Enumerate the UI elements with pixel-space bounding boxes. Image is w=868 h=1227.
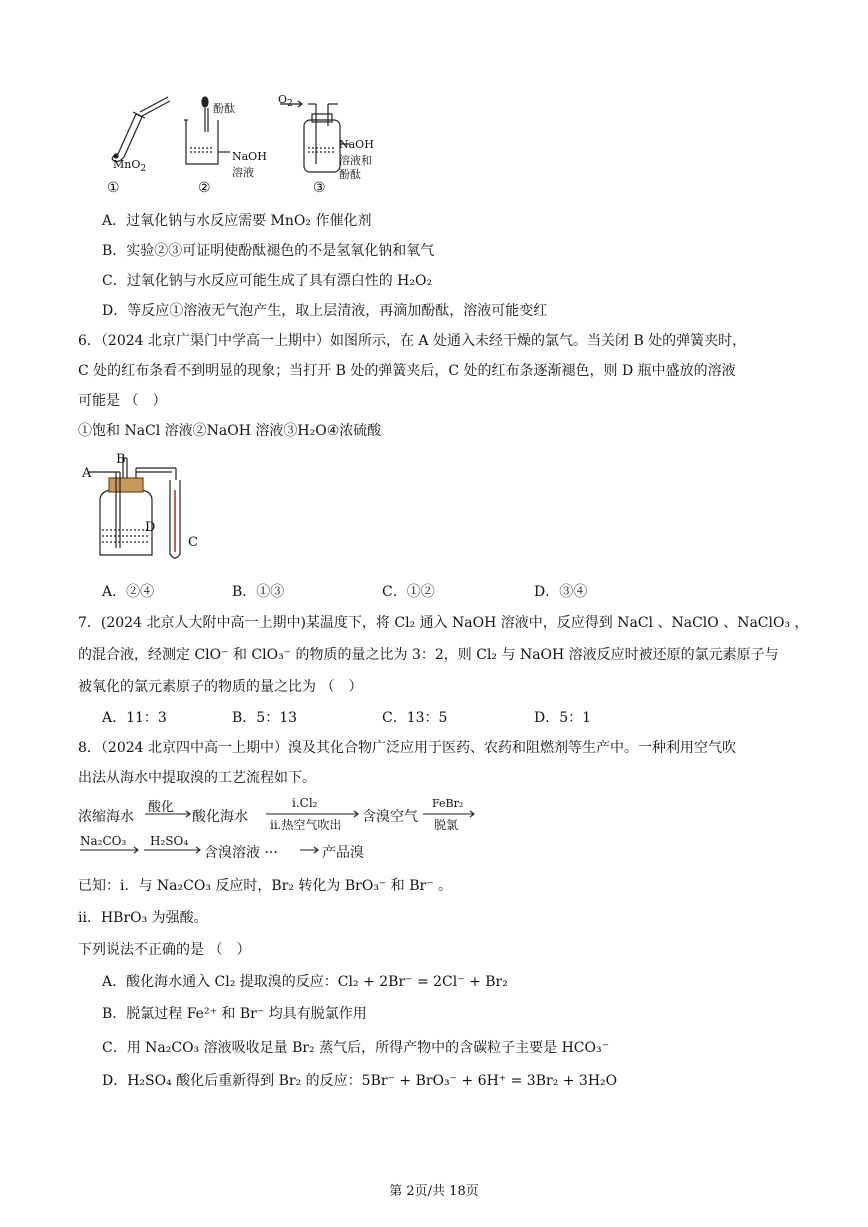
fig-number-1: ① xyxy=(107,180,120,196)
test-tube-1 xyxy=(112,97,170,161)
fig-number-2: ② xyxy=(198,180,211,196)
flow-acidify-label: 酸化 xyxy=(148,800,175,815)
q6-option-b: B．①③ xyxy=(232,584,285,600)
q8-option-b: B．脱氯过程 Fe²⁺ 和 Br⁻ 均具有脱氯作用 xyxy=(102,1006,367,1022)
fig-number-3: ③ xyxy=(313,180,326,196)
q6-line-2: C 处的红布条看不到明显的现象；当打开 B 处的弹簧夹后，C 处的红布条逐渐褪色，则 D 瓶中盛放的溶液 xyxy=(78,363,736,379)
q7-option-b: B．5：13 xyxy=(232,710,298,726)
q8-option-d: D．H₂SO₄ 酸化后重新得到 Br₂ 的反应：5Br⁻ + BrO₃⁻ + 6H⁺ = 3Br₂ + 3H₂O xyxy=(102,1073,618,1089)
q6-line-3: 可能是 （ ） xyxy=(78,393,167,409)
page-footer: 第 2页/共 18页 xyxy=(389,1184,479,1199)
q8-option-a: A．酸化海水通入 Cl₂ 提取溴的反应：Cl₂ + 2Br⁻ = 2Cl⁻ + Br₂ xyxy=(102,974,508,990)
q7-line-1: 7．(2024 北京人大附中高一上期中)某温度下，将 Cl₂ 通入 NaOH 溶液中，反应得到 NaCl 、NaClO 、NaClO₃ ， xyxy=(78,615,809,631)
flow-na2co3-label: Na₂CO₃ xyxy=(80,834,127,848)
q8-option-c: C．用 Na₂CO₃ 溶液吸收足量 Br₂ 蒸气后，所得产物中的含碳粒子主要是 HCO₃⁻ xyxy=(102,1040,609,1056)
q7-option-d: D．5：1 xyxy=(534,710,592,726)
q7-option-c: C．13：5 xyxy=(382,710,448,726)
solution-label: 溶液 xyxy=(232,166,254,179)
mno2-label: MnO$_2$ xyxy=(113,158,147,175)
solution-and-label: 溶液和 xyxy=(339,154,372,167)
q8-line-2: 出法从海水中提取溴的工艺流程如下。 xyxy=(78,770,316,786)
flow-dechlorination-label: 脱氯 xyxy=(434,818,459,832)
q8-question: 下列说法不正确的是 （ ） xyxy=(78,942,251,958)
q7-line-2: 的混合液，经测定 ClO⁻ 和 ClO₃⁻ 的物质的量之比为 3：2，则 Cl₂ 与 NaOH 溶液反应时被还原的氯元素原子与 xyxy=(78,647,779,663)
flow-bromine-solution: 含溴溶液 ··· xyxy=(204,845,278,861)
q5-option-b: B．实验②③可证明使酚酞褪色的不是氢氧化钠和氧气 xyxy=(102,243,435,259)
q5-option-a: A．过氧化钠与水反应需要 MnO₂ 作催化剂 xyxy=(102,213,372,229)
flow-bromine-air: 含溴空气 xyxy=(362,809,418,825)
naoh-label: NaOH xyxy=(232,150,267,163)
flow-cl2-label: i.Cl₂ xyxy=(292,796,318,810)
naoh-label-2: NaOH xyxy=(339,138,374,151)
label-a: A xyxy=(82,466,92,481)
label-c: C xyxy=(188,535,198,550)
flow-acidified-seawater: 酸化海水 xyxy=(192,809,248,825)
phenolphthalein-label-2: 酚酞 xyxy=(339,168,361,181)
q8-known-1: 已知：i．与 Na₂CO₃ 反应时，Br₂ 转化为 BrO₃⁻ 和 Br⁻ 。 xyxy=(78,878,453,894)
flow-arrows xyxy=(78,800,498,870)
q6-option-c: C．①② xyxy=(382,584,435,600)
flow-product-bromine: 产品溴 xyxy=(322,845,364,861)
label-d: D xyxy=(145,520,156,535)
flow-concentrated-seawater: 浓缩海水 xyxy=(78,809,134,825)
label-b: B xyxy=(116,452,126,467)
q6-line-4: ①饱和 NaCl 溶液②NaOH 溶液③H₂O④浓硫酸 xyxy=(78,423,382,439)
q5-option-d: D．等反应①溶液无气泡产生，取上层清液，再滴加酚酞，溶液可能变红 xyxy=(102,303,548,319)
q5-option-c: C．过氧化钠与水反应可能生成了具有漂白性的 H₂O₂ xyxy=(102,273,433,289)
q6-line-1: 6．（2024 北京广渠门中学高一上期中）如图所示，在 A 处通入未经干燥的氯气。当关闭 B 处的弹簧夹时， xyxy=(78,333,747,349)
flow-h2so4-label: H₂SO₄ xyxy=(150,834,189,848)
q6-option-a: A．②④ xyxy=(102,584,155,600)
flow-hot-air-label: ii.热空气吹出 xyxy=(270,818,342,832)
q8-line-1: 8．（2024 北京四中高一上期中）溴及其化合物广泛应用于医药、农药和阻燃剂等生产中。一种利用空气吹 xyxy=(78,740,736,756)
q7-option-a: A．11：3 xyxy=(102,710,167,726)
o2-label: $O_2$ xyxy=(278,93,293,110)
q6-option-d: D．③④ xyxy=(534,584,588,600)
flow-febr2-label: FeBr₂ xyxy=(432,797,464,810)
q7-line-3: 被氧化的氯元素原子的物质的量之比为 （ ） xyxy=(78,679,363,695)
phenolphthalein-label: 酚酞 xyxy=(213,102,235,115)
q8-known-2: ii．HBrO₃ 为强酸。 xyxy=(78,910,208,926)
